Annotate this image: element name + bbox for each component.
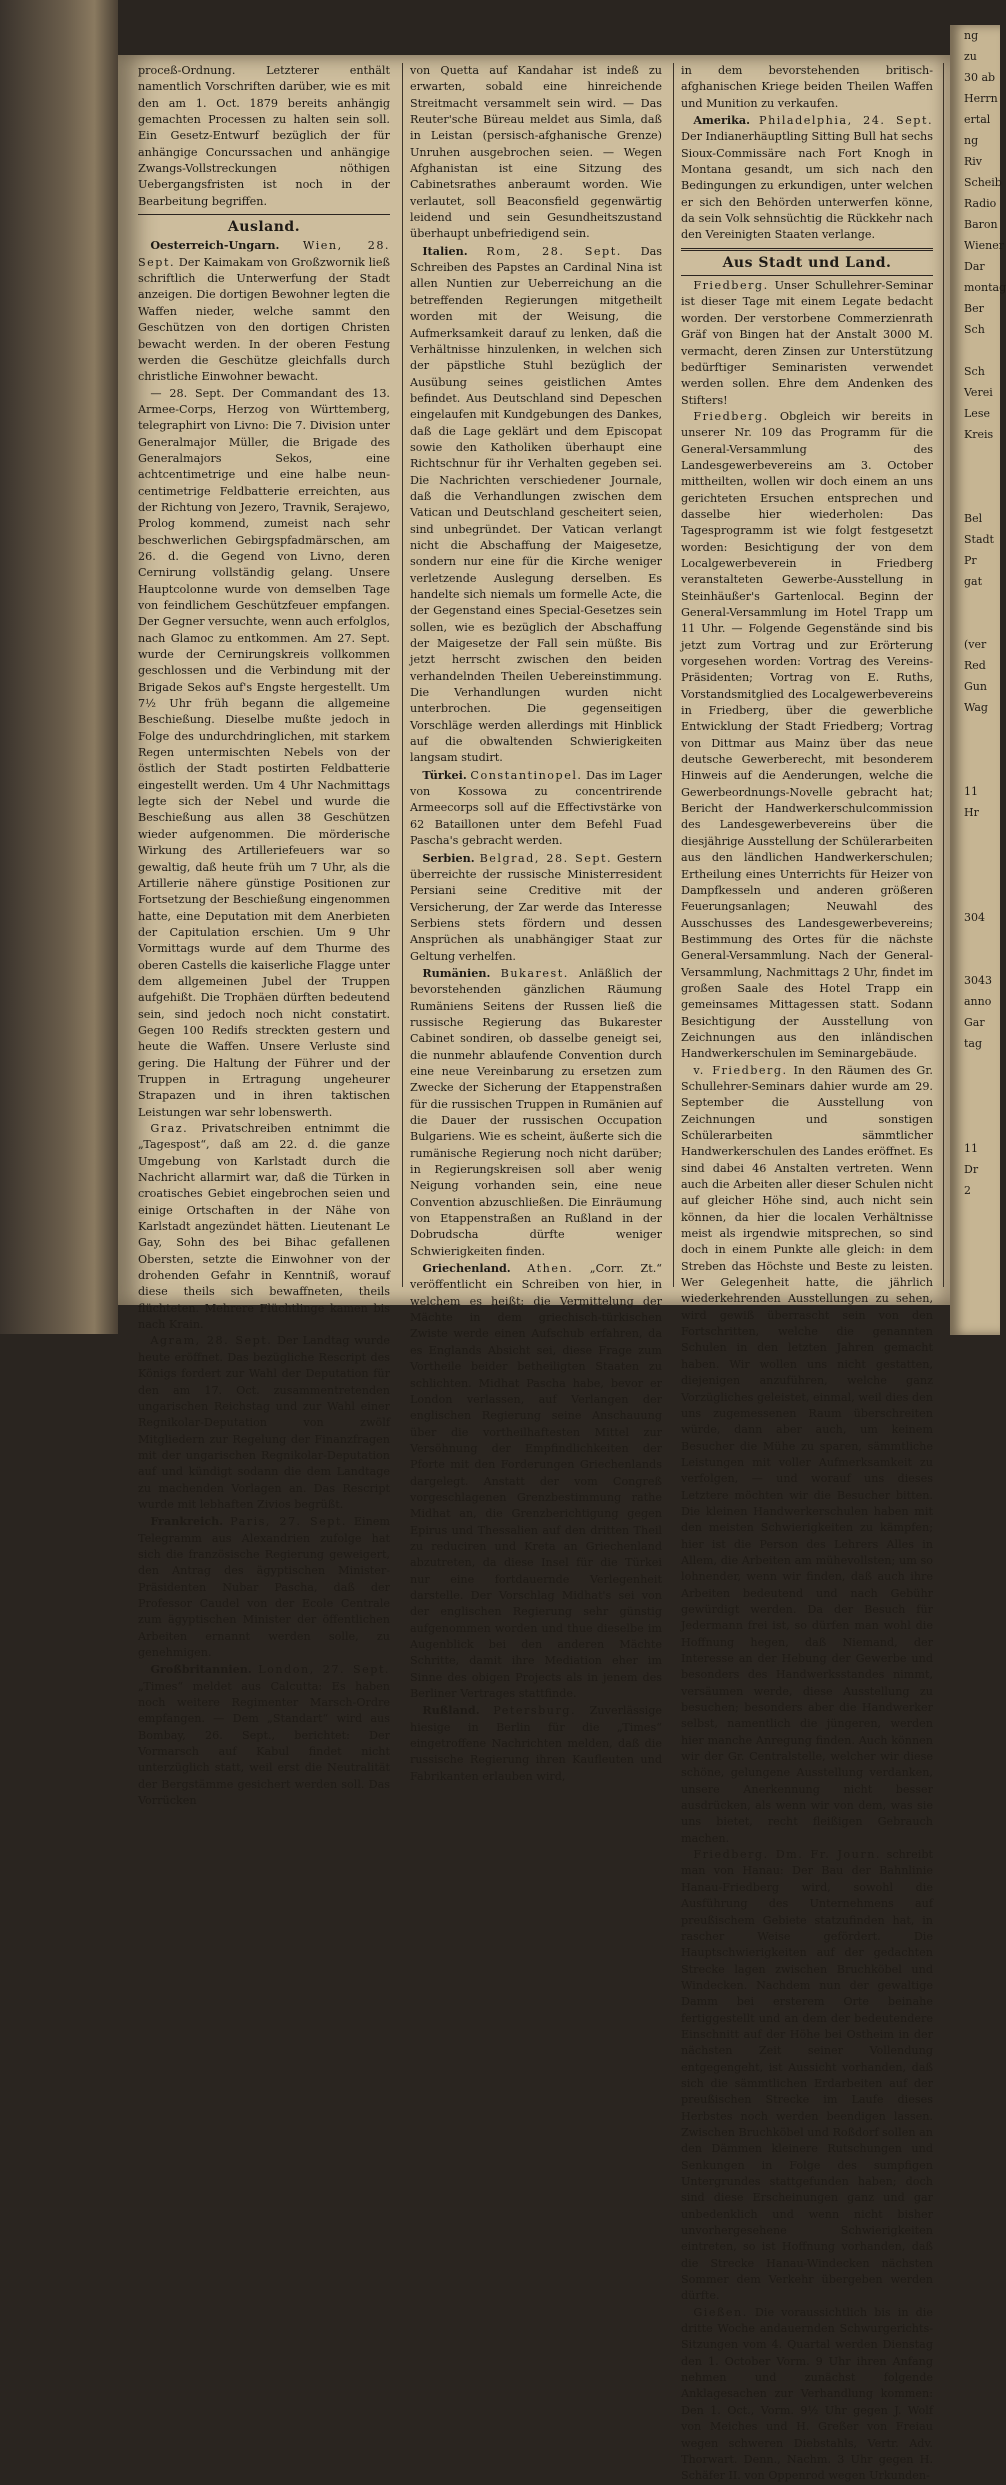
facing-page-fragment: Verei	[964, 386, 993, 399]
facing-page-fragment	[950, 340, 1000, 361]
article-oesterreich	[138, 237, 390, 385]
article-text: Der Kaimakam von Großzwornik ließ schriftlich die Unterwerfung der Stadt anzeigen. Die dortigen Bewohner legten die Waffen nieder, welche sammt den Geschützen von den dortigen Christen bewacht werden. In der oberen Festung werden die Geschütze gleichfalls durch christliche Einwohner bewacht.	[138, 255, 390, 384]
article-graz	[138, 1121, 390, 1333]
facing-page-fragment: tag	[964, 1037, 983, 1050]
facing-page-fragment: 11	[964, 785, 978, 798]
dateline: Friedberg. Dm. Fr. Journ.	[693, 1848, 881, 1862]
dateline: Graz.	[150, 1122, 189, 1135]
column-rule	[673, 63, 674, 1287]
country-heading: Türkei.	[422, 767, 467, 782]
facing-page-fragment: gat	[964, 575, 983, 588]
article-russland	[410, 1702, 662, 1785]
column-rule	[943, 63, 944, 1287]
facing-page-fragment: Kreis	[964, 428, 994, 441]
article-text: in dem bevorstehenden britisch-afghanischen Kriege beiden Theilen Waffen und Munition zu verkaufen.	[681, 64, 933, 110]
article-text: Unser Schullehrer-Seminar ist dieser Tage mit einem Legate bedacht worden. Der verstorbene Commerzienrath Gräf von Bingen hat der Anstalt 3000 M. vermacht, deren Zinsen zur Unterstützung bedürftiger Seminaristen verwendet werden sollen. Ehre dem Andenken des Stifters!	[681, 279, 933, 407]
facing-page-fragment	[950, 760, 1000, 781]
country-heading: Serbien.	[422, 850, 475, 865]
facing-page-fragment	[950, 1054, 1000, 1075]
facing-page-fragment: Pr	[964, 554, 977, 567]
facing-page-fragment: 304	[964, 911, 985, 924]
column-1	[138, 63, 390, 1809]
article-text: Zuverlässige hiesige in Berlin für die „Times“ eingetroffene Nachrichten melden, daß die russische Regierung ihren Kaufleuten und Fabrikanten erlauben wird,	[410, 1704, 663, 1783]
facing-page-fragment	[950, 466, 1000, 487]
article-text: Das im Lager von Kossowa zu concentrirende Armeecorps soll auf die Effectivstärke von 62 Bataillonen unter dem Befehl Fuad Pascha's gebracht werden.	[410, 768, 662, 848]
article-tuerkei	[410, 767, 662, 850]
dateline: Friedberg.	[693, 409, 769, 423]
article-rumaenien	[410, 965, 662, 1260]
article-friedberg	[681, 278, 933, 409]
facing-page-fragment: Sch	[964, 365, 985, 378]
article-text: Die voraussichtlich bis in die dritte Woche andauernden Schwurgerichts-Sitzungen vom 4. Quartal werden Dienstag den 1. October Vorm. 9 Uhr ihren Anfang nehmen und zunächst folgende Anklagesachen zur Verhandlung kommen: Den 1. Oct., Vorm. 9½ Uhr gegen J. Wolf von Meiches und H. Greßer von Freiau wegen schweren Diebstahls, Vertr. Adv. Thorwart. Denn., Nachm. 3 Uhr gegen H. Schäfer II. von Oppenrod wegen Urkunden-	[681, 2305, 933, 2483]
article-agram	[138, 1333, 390, 1513]
divider	[681, 248, 933, 251]
facing-page-fragment	[950, 445, 1000, 466]
article-italien	[410, 243, 662, 767]
dateline: Rom, 28. Sept.	[486, 244, 622, 258]
article-text: proceß-Ordnung. Letzterer enthält namentlich Vorschriften darüber, wie es mit den am 1. Oct. 1879 bereits anhängig gemachten Processen zu halten sein soll. Ein Gesetz-Entwurf bezüglich der für anhängige Concurssachen und anhängige Zwangs-Vollstreckungen nöthigen Uebergangsfristen ist noch in der Bearbeitung begriffen.	[138, 64, 390, 208]
facing-page-fragment: Wag	[964, 701, 988, 714]
country-heading: Großbritannien.	[150, 1662, 252, 1677]
country-heading: Rumänien.	[422, 965, 491, 980]
facing-page-fragment	[950, 886, 1000, 907]
facing-page-fragment: Bel	[964, 512, 983, 525]
facing-page-fragment: 11	[964, 1142, 978, 1155]
facing-page-fragment	[950, 823, 1000, 844]
facing-page-fragment: (ver	[964, 638, 987, 651]
dateline: Bukarest.	[500, 966, 569, 980]
facing-page-fragment	[950, 928, 1000, 949]
article-text: — 28. Sept. Der Commandant des 13. Armee-Corps, Herzog von Württemberg, telegraphirt von Livno: Die 7. Division unter Generalmajor Müller, die Brigade des Generalmajors Sekos, eine achtcentimetrige und eine halbe neun-centimetrige Feldbatterie erreichten, aus der Richtung von Jezero, Travnik, Serajewo, Prolog kommend, zumeist nach sehr beschwerlichen Gebirgspfadmärschen, am 26. d. die Gegend von Livno, deren Cernirung vollständig gelang. Unsere Hauptcolonne wurde von demselben Tage von feindlichem Geschützfeuer empfangen. Der Gegner versuchte, wenn auch erfolglos, nach Glamoc zu entkommen. Am 27. Sept. wurde der Cernirungskreis vollkommen geschlossen und die Verbindung mit der Brigade Sekos auf's Engste hergestellt. Um 7½ Uhr früh begann die allgemeine Beschießung. Dieselbe mußte jedoch in Folge des undurchdringlichen, mit starkem Regen untermischten Nebels von der östlich der Stadt postirten Feldbatterie eingestellt werden. Um 4 Uhr Nachmittags legte sich der Nebel und wurde die Beschießung aus allen 38 Geschützen wieder aufgenommen. Die mörderische Wirkung des Artilleriefeuers war so gewaltig, daß heute früh um 7 Uhr, als die Artillerie nähere günstige Positionen zur Fortsetzung der Beschießung eingenommen hatte, eine Deputation mit dem Anerbieten der Capitulation erschien. Um 9 Uhr Vormittags wurde auf dem Thurme des oberen Castells die kaiserliche Flagge unter dem allgemeinen Jubel der Truppen aufgehißt. Die Trophäen dürften bedeutend sein, sind jedoch noch nicht constatirt. Gegen 100 Redifs streckten gestern und heute die Waffen. Unsere Verluste sind gering. Die Haltung der Führer und der Truppen in Ertragung ungeheurer Strapazen und in ihren taktischen Leistungen war sehr lobenswerth.	[138, 386, 390, 1119]
country-heading: Rußland.	[422, 1703, 480, 1718]
facing-page-fragment	[950, 739, 1000, 760]
dateline: Paris, 27. Sept.	[230, 1515, 347, 1529]
facing-page-fragment	[950, 592, 1000, 613]
facing-page-fragment	[950, 844, 1000, 865]
article-text: Obgleich wir bereits in unserer Nr. 109 das Programm für die General-Versammlung des Landesgewerbevereins am 3. October mittheilten, wollen wir doch einem an uns gerichteten Ersuchen entsprechen und dasselbe hier wiederholen: Das Tagesprogramm ist wie folgt festgesetzt worden: Besichtigung der von dem Localgewerbeverein in Friedberg veranstalteten Gewerbe-Ausstellung in Steinhäußer's Gartenlocal. Beginn der General-Versammlung im Hotel Trapp um 11 Uhr. — Folgende Gegenstände sind bis jetzt zum Vortrag und zur Erörterung vorgesehen worden: Vortrag des Vereins-Präsidenten; Vortrag von E. Ruths, Vorstandsmitglied des Localgewerbevereins in Friedberg, über die gewerbliche Entwicklung der Stadt Friedberg; Vortrag von Dittmar aus Mainz über das neue deutsche Gewerberecht, mit besonderem Hinweis auf die Aenderungen, welche die Gewerbeordnungs-Novelle gebracht hat; Bericht der Handwerkerschulcommission des Landesgewerbevereins über die diesjährige Ausstellung der Schülerarbeiten aus den ländlichen Handwerkerschulen; Ertheilung eines Unterrichts für Heizer von Dampfkesseln und anderen größeren Feuerungsanlagen; Neuwahl des Ausschusses des Landesgewerbevereins; Bestimmung des Ortes für die nächste General-Versammlung. Nach der General-Versammlung, Nachmittags 2 Uhr, findet im großen Saale des Hotel Trapp ein gemeinsames Mittagessen statt. Sodann Besichtigung der Ausstellung von Zeichnungen aus den inländischen Handwerkerschulen im Seminargebäude.	[681, 409, 934, 1061]
facing-page-fragment: 2	[964, 1184, 971, 1197]
article-giessen	[681, 2305, 933, 2485]
article-text: Gestern überreichte der russische Ministerresident Persiani seine Creditive mit der Versicherung, der Zar werde das Interesse Serbiens stets fördern und dessen Ansprüchen als unabhängiger Staat zur Geltung verhelfen.	[410, 851, 662, 963]
facing-page-fragment: Riv	[964, 155, 983, 168]
facing-page-fragment: Gun	[964, 680, 987, 693]
facing-page-fragment	[950, 949, 1000, 970]
article-friedberg	[681, 409, 933, 1063]
facing-page-fragment: Scheib	[964, 176, 1002, 189]
article-text: von Quetta auf Kandahar ist indeß zu erwarten, sobald eine hinreichende Streitmacht versammelt sein wird. — Das Reuter'sche Büreau meldet aus Simla, daß in Leistan (persisch-afghanische Grenze) Unruhen ausgebrochen seien. — Wegen Afghanistan ist eine Sitzung des Cabinetsrathes anberaumt worden. Wie verlautet, soll Beaconsfield gegenwärtig leidend und sein Gesundheitszustand überhaupt unbefriedigend sein.	[410, 64, 662, 241]
facing-page-fragment: montag	[964, 281, 1006, 294]
article-text: Das Schreiben des Papstes an Cardinal Nina ist allen Nuntien zur Ueberreichung an die betreffenden Regierungen mitgetheilt worden mit der Weisung, die Aufmerksamkeit darauf zu lenken, daß die Verhältnisse hinzulenken, in welchen sich der päpstliche Stuhl bezüglich der Ausübung seines geistlichen Amtes befindet. Aus Deutschland sind Depeschen eingelaufen mit Kundgebungen des Dankes, daß die Lage geklärt und dem Episcopat sowie den Katholiken überhaupt eine Richtschnur für ihr Verhalten gegeben sei. Die Nachrichten verschiedener Journale, daß die Verhandlungen zwischen dem Vatican und Deutschland gescheitert seien, sind unbegründet. Der Vatican verlangt nicht die Abschaffung der Maigesetze, sondern nur eine für die Kirche weniger verletzende Auslegung derselben. Es handelte sich niemals um formelle Acte, die der Gegenstand eines Special-Gesetzes sein sollen, wie es bezüglich der Abschaffung der Maigesetze der Fall sein müßte. Bis jetzt herrscht zwischen den beiden verhandelnden Theilen Uebereinstimmung. Die Verhandlungen wurden nicht unterbrochen. Die gegenseitigen Vorschläge werden allerdings mit Hinblick auf die obwaltenden Schwierigkeiten langsam studirt.	[410, 244, 662, 765]
facing-page-fragment: Hr	[964, 806, 979, 819]
facing-page-fragment: 3043	[964, 974, 992, 987]
country-heading: Oesterreich-Ungarn.	[150, 238, 280, 253]
facing-page-fragment	[950, 487, 1000, 508]
column-2	[410, 63, 662, 1785]
dateline: Belgrad, 28. Sept.	[479, 851, 613, 865]
facing-page-fragment: Sch	[964, 323, 985, 336]
article-frankreich	[138, 1513, 390, 1661]
article-text: „Corr. Zt.“ veröffentlicht ein Schreiben von hier, in welchem es heißt: die Vermittelung der Mächte in dem griechisch-türkischen Zwiste werde einen Aufschub erfahren, da es Englands Absicht sei, diese Frage zum Vortheile beider betheiligten Staaten zu schlichten. Midhat Pascha habe, bevor er London verlassen, auf Verlangen der englischen Regierung seine Anschauung über die vortheilhaftesten Mittel zur Versöhnung der Empfindlichkeiten der Pforte mit den Forderungen Griechenlands dargelegt. Anstatt der vom Congreß vorgeschlagenen Grenzbestimmung rathe Midhat an, die Grenzberichtigung gegen Epirus und Thessalien auf den dritten Theil zu reduciren und Kreta an Griechenland abzutreten, da diese Insel für die Türkei nur eine fortdauernde Verlegenheit darstelle. Der Vorschlag Midhat's sei von der englischen Regierung sehr günstig aufgenommen worden und thue dieselbe im Augenblick bei den anderen Mächte Schritte, damit ihre Mediation eher im Sinne des obigen Projects als in jenem des Berliner Vertrages stattfinde.	[410, 1262, 662, 1701]
facing-page-fragment	[950, 613, 1000, 634]
divider	[681, 275, 933, 276]
article-text: In den Räumen des Gr. Schullehrer-Seminars dahier wurde am 29. September die Ausstellung von Zeichnungen und sonstigen Schülerarbeiten sämmtlicher Handwerkerschulen des Landes eröffnet. Es sind dabei 46 Anstalten vertreten. Wenn auch die Arbeiten aller dieser Schulen nicht auf gleicher Höhe sind, auch nicht sein können, da hier die localen Verhältnisse meist als irgendwie mitsprechen, so sind doch in einem Punkte alle gleich: in dem Streben das Höchste und Beste zu leisten. Wer Gelegenheit hatte, die jährlich wiederkehrenden Ausstellungen zu sehen, wird gewiß überrascht sein von den Fortschritten, welche die genannten Schulen in den letzten Jahren gemacht haben. Wir wollen uns nicht gestatten, diejenigen anzuführen, welche ganz Vorzügliches geleistet, einmal, weil dies den uns zugemessenen Raum überschreiten würde, dann aber auch, um keinem Besucher die Mühe zu sparen, sämmtliche Leistungen mit voller Aufmerksamkeit zu verfolgen, — und worauf uns dieses Letztere möchten wir die Besucher bitten. Die kleinen Handwerkerschulen haben mit den meisten Schwierigkeiten zu kämpfen; hier ist die Person des Lehrers Alles in Allem, die Arbeiten am mühevollsten; um so lohnender, wenn wir finden, daß auch ihre Arbeiten bedeutend und nach Gebühr gewürdigt werden. Da der Besuch für Jedermann frei ist, so dürfen man wohl die Hoffnung hegen, daß Niemand, der Interesse an der Hebung der Gewerbe und besonders des Handwerksstandes nimmt, versäumen werde, diese Ausstellung zu besuchen; besonders aber die Handwerker selbst, namentlich die jüngeren, werden hier manche Anregung finden. Auch können wir der Gr. Centralstelle, welcher wir diese schöne, gelungene Ausstellung verdanken, unsere Anerkennung nicht besser ausdrücken, als wenn wir von dem, was sie uns bietet, recht fleißigen Gebrauch machen.	[681, 1063, 933, 1845]
article-griechenland	[410, 1260, 662, 1702]
section-heading-ausland: Ausland.	[227, 219, 301, 236]
facing-page-fragment	[950, 1117, 1000, 1138]
dateline: v. Friedberg.	[693, 1063, 788, 1077]
facing-page-fragment: 30 ab	[964, 71, 996, 84]
section-heading-stadt-und-land: Aus Stadt und Land.	[722, 254, 892, 271]
dateline: Wien, 28. Sept.	[138, 239, 390, 269]
facing-page-fragment	[950, 1096, 1000, 1117]
article-text: schreibt man von Hanau: Der Bau der Bahnlinie Hanau-Friedberg wird, sowohl die Ausführung des Unternehmens auf preußischem Gebiete statzufinden hat, in rascher Weise gefördert. Die Hauptschwierigkeiten auf der gedachten Strecke lagen zwischen Bruchköbel und Windecken. Nachdem nun der gewaltige Damm bei ersterem Orte beinahe fertiggestellt und an dem der bedeutendere Einschnitt auf der Höhe bei Ostheim in der nächsten Zeit seiner Vollendung entgegengeht, ist Aussicht vorhanden, daß sich die sämmtlichen Erdarbeiten auf der preußischen Strecke im Laufe dieses Herbstes noch werden beendigen lassen. Zwischen Bruchköbel und Roßdorf sollen an den Dämmen kleinere Rutschungen und Senkungen in Folge des sumpfigen Untergrundes stattgefunden haben; doch sind diese Erscheinungen ganz und gar unbedenklich und wenn nicht bisher unvorhergesehene Schwierigkeiten eintreten, so ist Hoffnung vorhanden, daß die Strecke Hanau-Windecken nächsten Sommer dem Verkehr übergeben werden dürfte.	[681, 1848, 934, 2303]
dateline: Gießen.	[693, 2305, 748, 2319]
article-serbien	[410, 850, 662, 965]
article-friedberg	[681, 1847, 933, 2305]
facing-page-fragment: Lese	[964, 407, 990, 420]
dateline: Constantinopel.	[470, 768, 583, 782]
dateline: Petersburg.	[493, 1704, 577, 1718]
newspaper-page	[118, 55, 950, 2483]
country-heading: Frankreich.	[150, 1514, 224, 1529]
facing-page-fragment: Dr	[964, 1163, 979, 1176]
facing-page-fragment	[950, 1075, 1000, 1096]
facing-page-fragment: Ber	[964, 302, 984, 315]
facing-page-fragment: Baron	[964, 218, 998, 231]
column-3	[681, 63, 933, 2485]
facing-page-fragment: ng	[964, 29, 979, 42]
dateline: Agram, 28. Sept.	[150, 1334, 273, 1348]
country-heading: Italien.	[422, 243, 468, 258]
article-text: Der Indianerhäuptling Sitting Bull hat sechs Sioux-Commissäre nach Fort Knogh in Montana gesandt, um sich nach den Bedingungen zu erkundigen, unter welchen er sich den Behörden unterwerfen könne, da sein Volk sehnsüchtig die Rückkehr nach den Vereinigten Staaten verlange.	[681, 130, 933, 242]
facing-page-fragment: Gar	[964, 1016, 985, 1029]
facing-page-fragment: Red	[964, 659, 986, 672]
country-heading: Amerika.	[693, 113, 750, 128]
facing-page-fragment: Wiener	[964, 239, 1004, 252]
facing-page-edge	[950, 25, 1006, 1335]
facing-page-fragment: Radio	[964, 197, 997, 210]
facing-page-fragment	[950, 1243, 1000, 1264]
facing-page-fragment	[950, 718, 1000, 739]
facing-page-fragment: anno	[964, 995, 992, 1008]
facing-page-fragment: zu	[964, 50, 977, 63]
facing-page-fragment: ertal	[964, 113, 991, 126]
divider	[138, 214, 390, 215]
dateline: Philadelphia, 24. Sept.	[759, 114, 933, 128]
article-amerika	[681, 112, 933, 244]
article-text: Einem Telegramm aus Alexandrien zufolge hat sich die französische Regierung geweigert, den Antrag des ägyptischen Minister-Präsidenten Nubar Pascha, daß der Professor Caudel von der Ecole Centrale zum ägyptischen Minister der öffentlichen Arbeiten ernannt werden solle, zu genehmigen.	[138, 1515, 391, 1659]
facing-page-fragment: Herrn	[964, 92, 998, 105]
country-heading: Griechenland.	[422, 1261, 511, 1276]
article-text: Anläßlich der bevorstehenden gänzlichen Räumung Rumäniens Seitens der Russen ließ die russische Regierung das Bukarester Cabinet sondiren, ob dasselbe geneigt sei, die nunmehr ablaufende Convention durch eine neue Vereinbarung zu ersetzen zum Zwecke der Sicherung der Etappenstraßen für die russischen Truppen in Rumänien auf die Dauer der russischen Occupation Bulgariens. Wie es scheint, äußerte sich die rumänische Regierung noch nicht darüber; in Regierungskreisen soll aber wenig Neigung vorhanden sein, eine neue Convention abzuschließen. Die Einräumung von Etappenstraßen an Rußland in der Dobrudscha dürfte weniger Schwierigkeiten finden.	[410, 966, 662, 1258]
dateline: Athen.	[527, 1262, 574, 1276]
dateline: Friedberg.	[693, 279, 769, 293]
article-friedberg	[681, 1063, 933, 1848]
facing-page-fragment: ng	[964, 134, 979, 147]
book-binding	[0, 0, 118, 1334]
facing-page-fragment	[950, 1222, 1000, 1243]
facing-page-fragment: Dar	[964, 260, 985, 273]
article-text: Der Landtag wurde heute eröffnet. Das bezügliche Rescript des Königs fordert zur Wahl der Deputation für den am 17. Oct. zusammentretenden ungarischen Reichstag und zur Wahl einer Regnikolar-Deputation von zwölf Mitgliedern zur Regelung der Finanzfragen mit der ungarischen Regnikolar-Deputation auf und kündigt sodann die dem Landtage zu machenden Vorlagen an. Das Rescript wurde mit lebhaften Zivios begrüßt.	[138, 1334, 390, 1511]
article-text: Privatschreiben entnimmt die „Tagespost“, daß am 22. d. die ganze Umgebung von Karlstadt durch die Nachricht allarmirt war, daß die Türken in croatisches Gebiet eingebrochen seien und einige Ortschaften in der Nähe von Karlstadt angezündet hätten. Lieutenant Le Gay, Sohn des bei Bihac gefallenen Obersten, setzte die Einwohner von der drohenden Gefahr in Kenntniß, worauf diese theils sich bewaffneten, theils flüchteten. Mehrere Flüchtlinge kamen bis nach Krain.	[138, 1122, 390, 1332]
column-rule	[402, 63, 403, 1287]
article-grossbritannien	[138, 1661, 390, 1809]
facing-page-fragment: Stadt	[964, 533, 994, 546]
facing-page-fragment	[950, 865, 1000, 886]
dateline: London, 27. Sept.	[258, 1663, 390, 1677]
facing-page-fragment	[950, 1201, 1000, 1222]
article-text: „Times“ meldet aus Calcutta: Es haben noch weitere Regimenter Marsch-Ordre empfangen. — Dem „Standart“ wird aus Bombay, 26. Sept., berichtet: Der Vormarsch auf Kabul findet nicht unterzüglich statt, weil erst die Neutralität der Bergstämme gesichert werden soll. Das Vorrücken	[138, 1679, 390, 1808]
